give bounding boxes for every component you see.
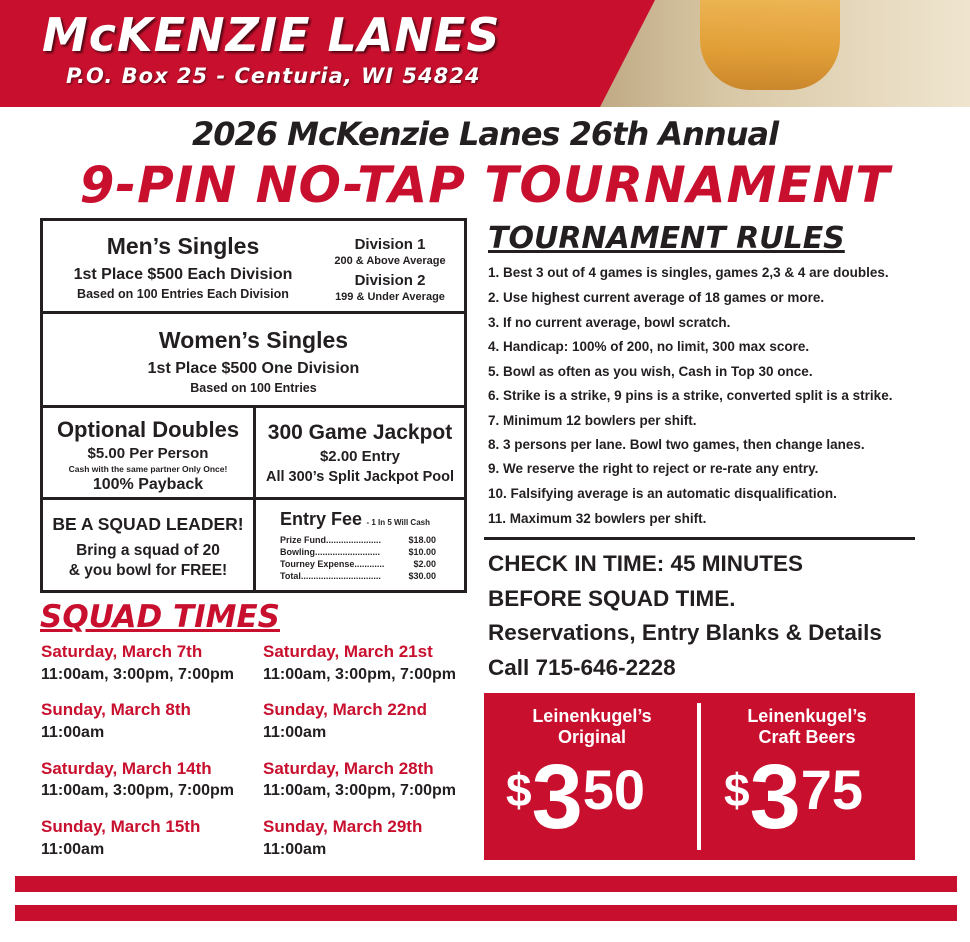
main-title: 9-PIN NO-TAP TOURNAMENT xyxy=(79,156,891,214)
squad-leader-box xyxy=(40,497,256,593)
mens-div2-label: Division 2 xyxy=(354,272,426,289)
squad-times: 11:00am, 3:00pm, 7:00pm xyxy=(263,782,456,799)
jackpot-pool: All 300’s Split Jackpot Pool xyxy=(265,469,455,485)
mens-div1-desc: 200 & Above Average xyxy=(334,255,446,267)
squad-day: Sunday, March 22nd xyxy=(263,700,428,719)
beer-type-label: Craft Beers xyxy=(758,727,856,747)
squad-times: 11:00am, 3:00pm, 7:00pm xyxy=(41,782,234,799)
mens-singles-box xyxy=(40,218,467,314)
beer-price-craft xyxy=(724,746,864,848)
jackpot-title: 300 Game Jackpot xyxy=(267,421,453,444)
womens-title: Women’s Singles xyxy=(158,327,349,353)
squad-times: 11:00am xyxy=(263,724,327,741)
rule-item: 9. We reserve the right to reject or re-rate any entry. xyxy=(488,461,819,476)
entry-fee-label: Bowling.......................... xyxy=(280,547,381,557)
rule-item: 6. Strike is a strike, 9 pins is a strike, converted split is a strike. xyxy=(488,388,893,403)
rule-item: 8. 3 persons per lane. Bowl two games, then change lanes. xyxy=(488,437,865,452)
squad-day: Saturday, March 14th xyxy=(41,759,212,778)
beer-name-original xyxy=(492,706,692,748)
squad-leader-line2: & you bowl for FREE! xyxy=(68,562,228,579)
beer-special-panel xyxy=(484,693,915,860)
entry-fee-row xyxy=(280,571,436,583)
footer-stripe xyxy=(15,905,957,921)
beer-name-craft xyxy=(707,706,907,748)
squad-day: Sunday, March 15th xyxy=(41,817,201,836)
rule-item: 1. Best 3 out of 4 games is singles, games 2,3 & 4 are doubles. xyxy=(488,265,889,280)
squad-times: 11:00am xyxy=(41,841,105,858)
price-dollars: 3 xyxy=(749,746,801,848)
beer-brand-label: Leinenkugel’s xyxy=(532,706,652,726)
header-banner xyxy=(0,0,970,107)
entry-fee-heading xyxy=(280,509,430,530)
womens-prize: 1st Place $500 One Division xyxy=(147,360,360,377)
price-dollars: 3 xyxy=(531,746,583,848)
brand-address: P.O. Box 25 - Centuria, WI 54824 xyxy=(66,64,481,88)
entry-fee-label: Tourney Expense............ xyxy=(280,559,385,569)
squad-times: 11:00am xyxy=(263,841,327,858)
brand-title: McKENZIE LANES xyxy=(42,8,501,62)
entry-fee-label: Prize Fund...................... xyxy=(280,535,382,545)
mens-basis: Based on 100 Entries Each Division xyxy=(77,287,289,301)
price-cents: 50 xyxy=(582,758,646,821)
jackpot-entry: $2.00 Entry xyxy=(319,448,401,465)
rule-item: 7. Minimum 12 bowlers per shift. xyxy=(488,413,697,428)
beer-brand-label: Leinenkugel’s xyxy=(747,706,867,726)
entry-fee-title: Entry Fee xyxy=(280,509,363,529)
squad-leader-title: BE A SQUAD LEADER! xyxy=(52,514,244,534)
footer-stripe xyxy=(15,876,957,892)
subtitle: 2026 McKenzie Lanes 26th Annual xyxy=(191,115,779,153)
jackpot-box xyxy=(253,405,467,500)
entry-fee-row xyxy=(280,547,436,559)
checkin-line: CHECK IN TIME: 45 MINUTES xyxy=(488,551,804,576)
squad-leader-line1: Bring a squad of 20 xyxy=(76,542,220,559)
rule-item: 10. Falsifying average is an automatic disqualification. xyxy=(488,486,837,501)
mens-title: Men’s Singles xyxy=(106,233,260,259)
checkin-phone: Call 715-646-2228 xyxy=(488,655,676,680)
squad-day: Sunday, March 29th xyxy=(263,817,423,836)
checkin-line: Reservations, Entry Blanks & Details xyxy=(488,620,882,645)
womens-basis: Based on 100 Entries xyxy=(190,381,317,395)
entry-fee-box xyxy=(253,497,467,593)
mens-prize: 1st Place $500 Each Division xyxy=(73,266,293,283)
entry-fee-row xyxy=(280,559,436,571)
doubles-price: $5.00 Per Person xyxy=(87,445,209,462)
rule-item: 4. Handicap: 100% of 200, no limit, 300 max score. xyxy=(488,339,810,354)
rules-heading: TOURNAMENT RULES xyxy=(488,221,845,256)
entry-fee-amount: $10.00 xyxy=(408,547,436,557)
checkin-line: BEFORE SQUAD TIME. xyxy=(488,586,736,611)
entry-fee-row xyxy=(280,535,436,547)
rule-item: 2. Use highest current average of 18 games or more. xyxy=(488,290,825,305)
price-currency: $ xyxy=(724,764,750,816)
squad-day: Sunday, March 8th xyxy=(41,700,191,719)
squad-day: Saturday, March 7th xyxy=(41,642,203,661)
womens-singles-box xyxy=(40,311,467,408)
rule-item: 11. Maximum 32 bowlers per shift. xyxy=(488,511,707,526)
entry-fee-label: Total................................ xyxy=(280,571,381,581)
squad-times: 11:00am, 3:00pm, 7:00pm xyxy=(263,666,456,683)
beer-price-original xyxy=(506,746,646,848)
squad-times-heading: SQUAD TIMES xyxy=(40,599,281,635)
rules-divider xyxy=(484,537,915,540)
mens-div2-desc: 199 & Under Average xyxy=(335,291,445,303)
price-cents: 75 xyxy=(800,758,864,821)
doubles-note: Cash with the same partner Only Once! xyxy=(68,464,228,474)
optional-doubles-box xyxy=(40,405,256,500)
beer-glass-image xyxy=(700,0,840,90)
entry-fee-amount: $18.00 xyxy=(408,535,436,545)
beer-type-label: Original xyxy=(557,727,626,747)
squad-times: 11:00am, 3:00pm, 7:00pm xyxy=(41,666,234,683)
rule-item: 3. If no current average, bowl scratch. xyxy=(488,315,731,330)
doubles-payback: 100% Payback xyxy=(92,476,204,493)
rule-item: 5. Bowl as often as you wish, Cash in Top 30 once. xyxy=(488,364,813,379)
squad-times: 11:00am xyxy=(41,724,105,741)
squad-day: Saturday, March 28th xyxy=(263,759,434,778)
squad-day: Saturday, March 21st xyxy=(263,642,433,661)
entry-fee-amount: $30.00 xyxy=(408,571,436,581)
beer-panel-divider xyxy=(697,703,701,850)
doubles-title: Optional Doubles xyxy=(56,417,240,442)
mens-div1-label: Division 1 xyxy=(354,236,426,253)
entry-fee-list xyxy=(280,535,436,583)
price-currency: $ xyxy=(506,764,532,816)
entry-fee-note: - 1 In 5 Will Cash xyxy=(366,518,430,527)
entry-fee-amount: $2.00 xyxy=(413,559,436,569)
